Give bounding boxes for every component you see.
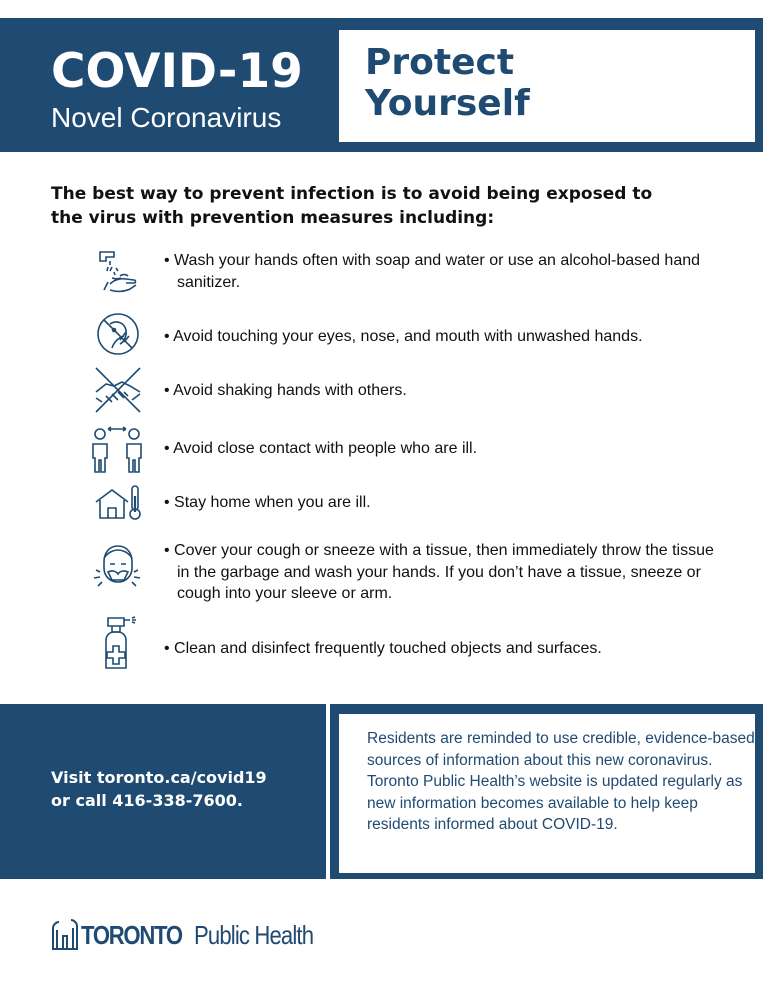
handwashing-icon	[90, 248, 146, 304]
intro-text: The best way to prevent infection is to avoid being exposed to the virus with prevention measures including:	[51, 184, 653, 228]
toronto-public-health-logo	[51, 910, 334, 950]
social-distance-icon	[90, 422, 146, 478]
cough-icon	[90, 540, 146, 596]
item-text: • Avoid touching your eyes, nose, and mouth with unwashed hands.	[164, 326, 724, 348]
no-face-touch-icon	[90, 308, 146, 364]
logo-wordmark-light: Public Health	[194, 920, 314, 950]
footer-banner	[0, 704, 763, 879]
city-hall-icon	[51, 916, 79, 950]
protect-yourself-box	[339, 30, 755, 142]
header-title-block	[0, 18, 327, 152]
item-text: • Cover your cough or sneeze with a tissue, then immediately throw the tissue in the garbage and wash your hands. If you don’t have a tissue, sneeze or cough into your sleeve or arm.	[164, 540, 724, 605]
item-text: • Wash your hands often with soap and water or use an alcohol-based hand sanitizer.	[164, 250, 724, 293]
box-title-line1: Protect	[365, 42, 515, 83]
no-handshake-icon	[90, 362, 146, 418]
item-text: • Avoid shaking hands with others.	[164, 380, 724, 402]
box-title-line2: Yourself	[365, 83, 530, 124]
stay-home-icon	[90, 478, 146, 534]
page-title: COVID-19	[51, 44, 303, 99]
disinfect-spray-icon	[90, 614, 146, 670]
contact-phone: or call 416-338-7600.	[51, 791, 243, 810]
footer-notice: Residents are reminded to use credible, evidence-based sources of information about this new coronavirus. Toronto Public Health’s website is updated regularly as new information becomes available to help keep residents informed about COVID-19.	[339, 714, 755, 873]
contact-info	[51, 766, 311, 812]
header-banner	[0, 18, 763, 152]
logo-wordmark-bold: TORONTO	[81, 920, 182, 950]
item-text: • Clean and disinfect frequently touched objects and surfaces.	[164, 638, 724, 660]
item-text: • Stay home when you are ill.	[164, 492, 724, 514]
footer-divider	[326, 704, 330, 879]
item-text: • Avoid close contact with people who are ill.	[164, 438, 724, 460]
contact-website: Visit toronto.ca/covid19	[51, 768, 267, 787]
page-subtitle: Novel Coronavirus	[51, 102, 282, 133]
